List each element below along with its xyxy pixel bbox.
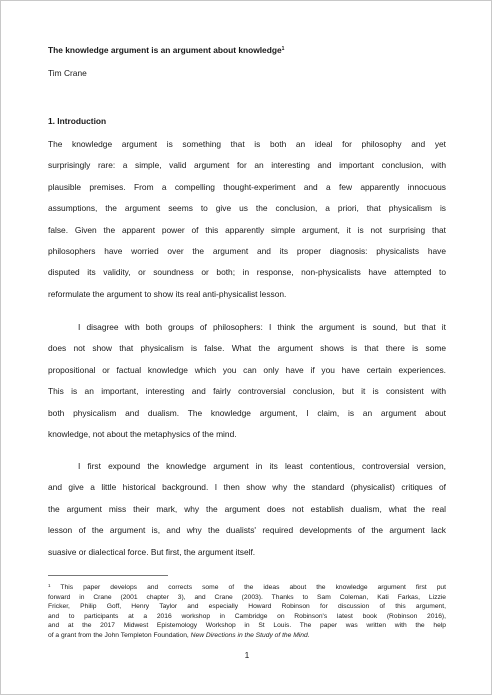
footnote-line: forward in Crane (2001 chapter 3), and Crane (2003). Thanks to Sam Coleman, Kati Farkas, Lizzie <box>48 593 446 601</box>
text-line: assumptions, the argument seems to give us the conclusion, a priori, that physicalism is <box>48 203 446 214</box>
text-line: philosophers have worried over the argument and its proper diagnosis: physicalists have <box>48 245 446 256</box>
section-heading: 1. Introduction <box>48 116 107 126</box>
footnote-line <box>48 631 446 641</box>
footnote-divider <box>48 575 168 576</box>
paragraph-1 <box>48 134 446 305</box>
footnote-line: and at the 2017 Midwest Epistemology Workshop in St Louis. The paper was written with the help <box>48 622 446 630</box>
footnote-italic-title: New Directions in the Study of the Mind <box>190 631 308 639</box>
text-line: I first expound the knowledge argument in its least contentious, controversial version, <box>78 461 446 471</box>
footnote <box>48 581 446 641</box>
text-line: the argument miss their mark, why the argument does not establish dualism, what the real <box>48 503 446 514</box>
text-line: The knowledge argument is something that is both an ideal for philosophy and yet <box>48 139 446 149</box>
text-line: both physicalism and dualism. The knowledge argument, I claim, is an argument about <box>48 407 446 418</box>
paragraph-2 <box>48 317 446 445</box>
text-line: knowledge, not about the metaphysics of the mind. <box>48 428 237 439</box>
text-line: This is an important, interesting and fairly controversial conclusion, but it is consistent with <box>48 386 446 397</box>
footnote-marker: 1 <box>48 583 51 588</box>
footnote-line-text: This paper develops and corrects some of the ideas about the knowledge argument first put <box>50 584 446 591</box>
text-line: disputed its validity, or soundness or both; in response, non-physicalists have attempted to <box>48 267 446 278</box>
text-line: does not show that physicalism is false. What the argument shows is that there is some <box>48 343 446 354</box>
author-name: Tim Crane <box>48 68 87 78</box>
footnote-line <box>48 581 446 593</box>
text-line: suasive or dialectical force. But first, the argument itself. <box>48 546 256 557</box>
footnote-line: Fricker, Philip Goff, Henry Taylor and especially Howard Robinson for discussion of this argument, <box>48 603 446 611</box>
text-line: I disagree with both groups of philosophers: I think the argument is sound, but that it <box>78 322 446 332</box>
text-line: plausible premises. From a compelling thought-experiment and a few apparently innocuous <box>48 181 446 192</box>
text-line: and give a little historical background. I then show why the standard (physicalist) critiques of <box>48 482 446 493</box>
title-text: The knowledge argument is an argument about knowledge <box>48 45 282 55</box>
footnote-last-prefix: of a grant from the John Templeton Foundation, <box>48 631 191 639</box>
text-line: reformulate the argument to show its real anti-physicalist lesson. <box>48 288 287 299</box>
text-line: lesson of the argument is, and why the dualists' required developments of the argument lack <box>48 525 446 536</box>
title-footnote-marker: 1 <box>281 46 285 52</box>
footnote-line: and to participants at a 2016 workshop in Cambridge on Robinson's latest book (Robinson 2016), <box>48 612 446 620</box>
text-line: propositional or factual knowledge which you can only have if you have certain experiences. <box>48 364 446 375</box>
text-line: false. Given the apparent power of this apparently simple argument, it is not surprising that <box>48 224 446 235</box>
text-line: surprisingly rare: a simple, valid argument for an interesting and important conclusion, with <box>48 160 446 171</box>
paper-title <box>48 45 284 55</box>
paragraph-3 <box>48 456 446 563</box>
page-number: 1 <box>244 650 250 660</box>
footnote-last-suffix: . <box>307 631 310 639</box>
